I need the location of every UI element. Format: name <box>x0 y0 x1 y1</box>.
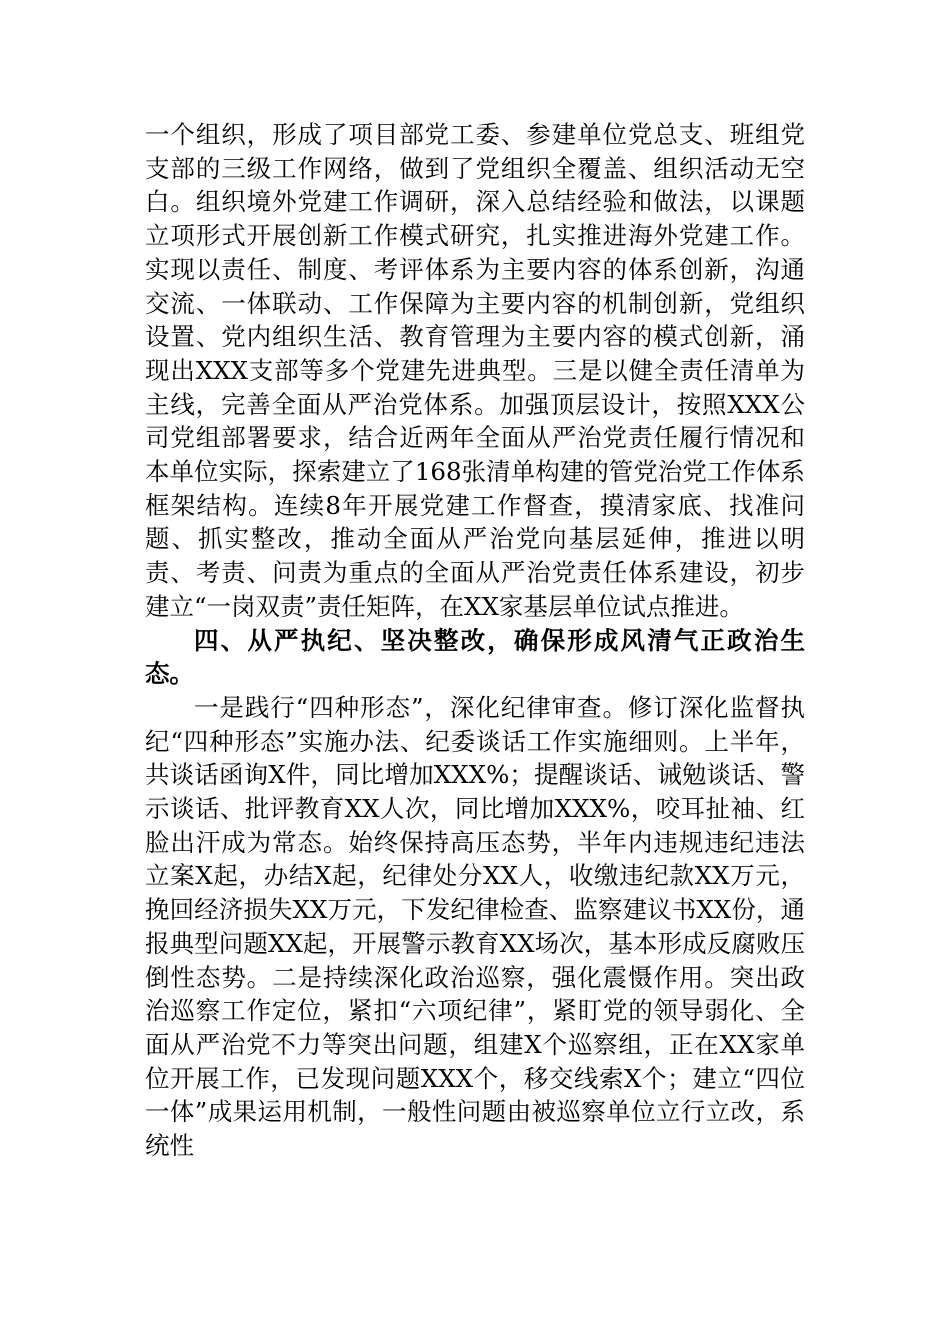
document-page <box>145 118 805 1163</box>
body-paragraph-2: 一是践行“四种形态”，深化纪律审查。修订深化监督执纪“四种形态”实施办法、纪委谈话工作实施细则。上半年，共谈话函询X件，同比增加XXX%；提醒谈话、诫勉谈话、警示谈话、批评教育XX人次，同比增加XXX%，咬耳扯袖、红脸出汗成为常态。始终保持高压态势，半年内违规违纪违法立案X起，办结X起，纪律处分XX人，收缴违纪款XX万元，挽回经济损失XX万元，下发纪律检查、监察建议书XX份，通报典型问题XX起，开展警示教育XX场次，基本形成反腐败压倒性态势。二是持续深化政治巡察，强化震慑作用。突出政治巡察工作定位，紧扣“六项纪律”，紧盯党的领导弱化、全面从严治党不力等突出问题，组建X个巡察组，正在XX家单位开展工作，已发现问题XXX个，移交线索X个；建立“四位一体”成果运用机制，一般性问题由被巡察单位立行立改，系统性 <box>145 692 805 1161</box>
section-heading-4: 四、从严执纪、坚决整改，确保形成风清气正政治生态。 <box>145 625 805 689</box>
body-paragraph-1: 一个组织，形成了项目部党工委、参建单位党总支、班组党支部的三级工作网络，做到了党组织全覆盖、组织活动无空白。组织境外党建工作调研，深入总结经验和做法，以课题立项形式开展创新工作模式研究，扎实推进海外党建工作。实现以责任、制度、考评体系为主要内容的体系创新，沟通交流、一体联动、工作保障为主要内容的机制创新，党组织设置、党内组织生活、教育管理为主要内容的模式创新，涌现出XXX支部等多个党建先进典型。三是以健全责任清单为主线，完善全面从严治党体系。加强顶层设计，按照XXX公司党组部署要求，结合近两年全面从严治党责任履行情况和本单位实际，探索建立了168张清单构建的管党治党工作体系框架结构。连续8年开展党建工作督查，摸清家底、找准问题、抓实整改，推动全面从严治党向基层延伸，推进以明责、考责、问责为重点的全面从严治党责任体系建设，初步建立“一岗双责”责任矩阵，在XX家基层单位试点推进。 <box>145 120 805 621</box>
